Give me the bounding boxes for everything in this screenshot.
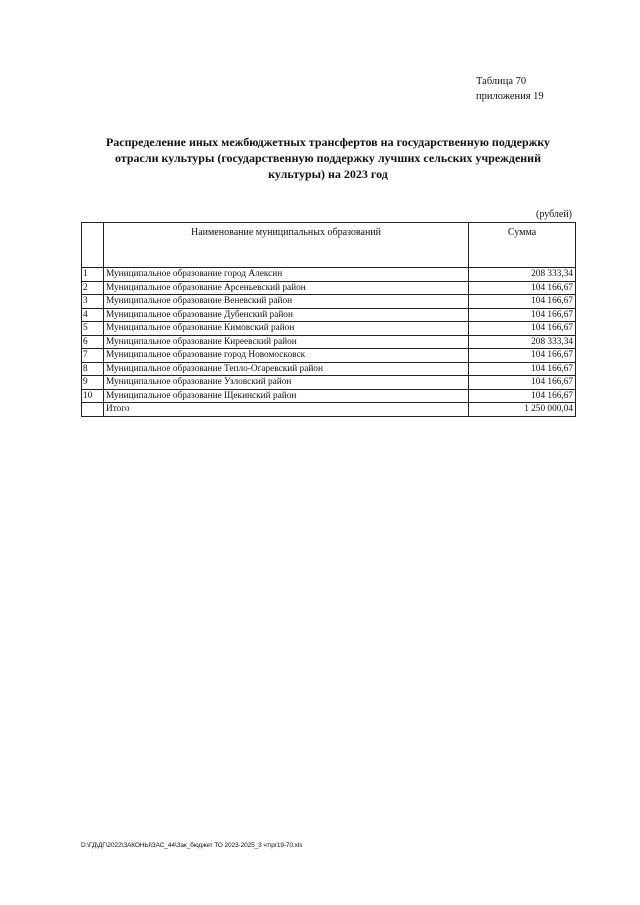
- document-title: [80, 134, 576, 182]
- table-row: [82, 268, 576, 282]
- table-row: [82, 376, 576, 390]
- row-number: 2: [82, 281, 104, 295]
- row-sum: 208 333,34: [469, 268, 576, 282]
- table-row: [82, 349, 576, 363]
- row-sum: 104 166,67: [469, 308, 576, 322]
- row-name: Муниципальное образование город Алексин: [104, 268, 469, 282]
- row-number: 7: [82, 349, 104, 363]
- table-row: [82, 362, 576, 376]
- row-name: Муниципальное образование Кимовский район: [104, 322, 469, 336]
- row-sum: 104 166,67: [469, 281, 576, 295]
- title-line-1: Распределение иных межбюджетных трансфертов на государственную поддержку: [105, 135, 551, 149]
- transfers-table: [81, 222, 576, 417]
- row-number: 10: [82, 389, 104, 403]
- table-row: [82, 295, 576, 309]
- appendix-number: приложения 19: [476, 91, 544, 102]
- table-row: [82, 281, 576, 295]
- row-sum: 208 333,34: [469, 335, 576, 349]
- row-name: Муниципальное образование Веневский район: [104, 295, 469, 309]
- row-number: 5: [82, 322, 104, 336]
- row-sum: 104 166,67: [469, 362, 576, 376]
- table-row: [82, 322, 576, 336]
- table-row: [82, 389, 576, 403]
- row-number: 4: [82, 308, 104, 322]
- file-path-footer: D:\ГД\ДГ\2022\ЗАКОНЫ\ЗАС_44\Зак_бюджет ТО 2023-2025_3 чт\pr19-70.xls: [81, 842, 303, 849]
- row-sum: 104 166,67: [469, 295, 576, 309]
- header-sum-cell: Сумма: [469, 223, 576, 268]
- row-sum: 104 166,67: [469, 349, 576, 363]
- row-number: 9: [82, 376, 104, 390]
- table-row: [82, 308, 576, 322]
- row-name: Муниципальное образование Узловский район: [104, 376, 469, 390]
- row-name: Муниципальное образование город Новомосковск: [104, 349, 469, 363]
- row-name: Муниципальное образование Киреевский район: [104, 335, 469, 349]
- header-number-cell: [82, 223, 104, 268]
- total-number-cell: [82, 403, 104, 417]
- row-number: 8: [82, 362, 104, 376]
- total-sum: 1 250 000,04: [469, 403, 576, 417]
- table-row: [82, 335, 576, 349]
- row-number: 1: [82, 268, 104, 282]
- table-body: [82, 268, 576, 417]
- table-header-row: [82, 223, 576, 268]
- units-label: (рублей): [536, 209, 573, 220]
- row-sum: 104 166,67: [469, 376, 576, 390]
- total-label: Итого: [104, 403, 469, 417]
- title-line-3: культуры) на 2023 год: [268, 167, 388, 181]
- total-row: [82, 403, 576, 417]
- row-sum: 104 166,67: [469, 322, 576, 336]
- header-name-cell: Наименование муниципальных образований: [104, 223, 469, 268]
- row-number: 6: [82, 335, 104, 349]
- row-name: Муниципальное образование Щекинский район: [104, 389, 469, 403]
- table-reference: [476, 74, 544, 104]
- row-sum: 104 166,67: [469, 389, 576, 403]
- row-name: Муниципальное образование Арсеньевский район: [104, 281, 469, 295]
- row-number: 3: [82, 295, 104, 309]
- row-name: Муниципальное образование Дубенский район: [104, 308, 469, 322]
- title-line-2: отрасли культуры (государственную поддержку лучших сельских учреждений: [114, 151, 542, 165]
- row-name: Муниципальное образование Тепло-Огаревский район: [104, 362, 469, 376]
- table-number: Таблица 70: [476, 76, 527, 87]
